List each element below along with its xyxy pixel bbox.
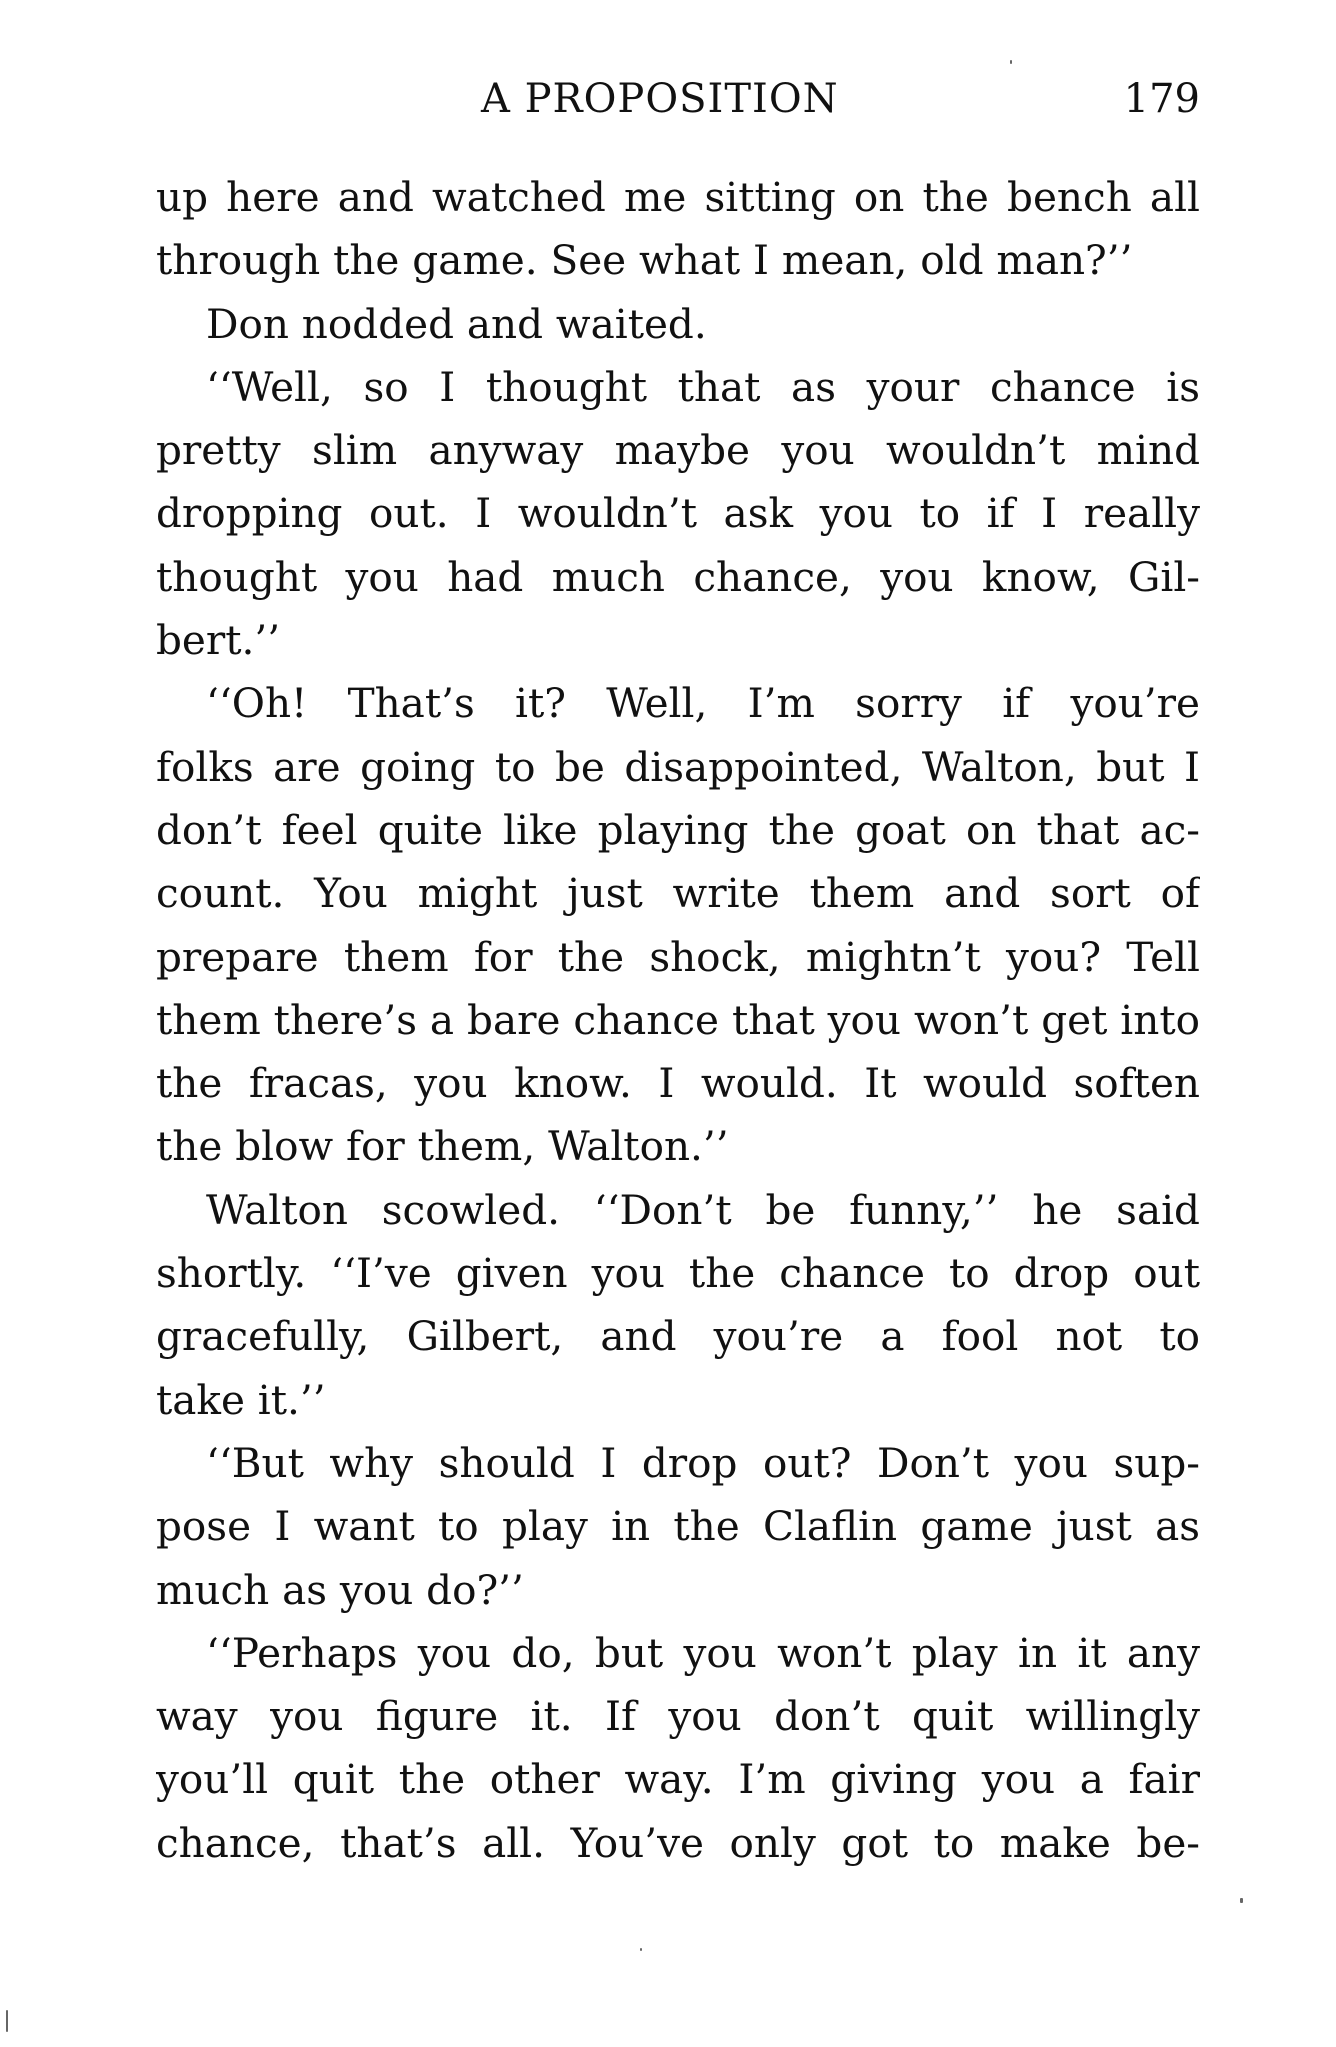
text-line: pose I want to play in the Claflin game just as: [156, 1502, 1200, 1551]
text-line: ‘‘Oh! That’s it? Well, I’m sorry if you’re: [206, 679, 1200, 728]
running-title: A PROPOSITION: [481, 76, 839, 122]
text-line: the blow for them, Walton.’’: [156, 1122, 729, 1171]
text-line: prepare them for the shock, mightn’t you? Tell: [156, 932, 1200, 981]
text-line: through the game. See what I mean, old man?’’: [156, 236, 1133, 285]
text-line: ‘‘But why should I drop out? Don’t you sup-: [206, 1438, 1200, 1487]
text-line: much as you do?’’: [156, 1565, 524, 1614]
text-line: bert.’’: [156, 616, 281, 665]
page-header: [156, 76, 1200, 136]
text-line: folks are going to be disappointed, Walton, but I: [156, 742, 1200, 791]
page-number: 179: [1123, 76, 1200, 122]
text-line: don’t feel quite like playing the goat on that ac-: [156, 805, 1200, 854]
text-line: way you figure it. If you don’t quit willingly: [156, 1692, 1200, 1741]
text-line: up here and watched me sitting on the bench all: [156, 173, 1200, 221]
text-line: Walton scowled. ‘‘Don’t be funny,’’ he said: [206, 1185, 1200, 1234]
text-line: dropping out. I wouldn’t ask you to if I really: [156, 489, 1200, 538]
text-line: shortly. ‘‘I’ve given you the chance to drop out: [156, 1249, 1200, 1298]
scan-speck: [1240, 1898, 1243, 1903]
scan-speck: [1010, 60, 1012, 64]
text-line: ‘‘Perhaps you do, but you won’t play in it any: [206, 1628, 1200, 1677]
text-line: thought you had much chance, you know, Gil-: [156, 552, 1200, 601]
text-line: take it.’’: [156, 1375, 326, 1424]
text-line: chance, that’s all. You’ve only got to make be-: [156, 1818, 1200, 1867]
scan-speck: [640, 1948, 642, 1951]
scan-speck: [6, 2010, 8, 2032]
text-line: Don nodded and waited.: [206, 299, 707, 348]
text-line: the fracas, you know. I would. It would soften: [156, 1059, 1200, 1108]
body-text: [156, 166, 1200, 1875]
text-line: them there’s a bare chance that you won’t get into: [156, 995, 1200, 1044]
text-line: ‘‘Well, so I thought that as your chance is: [206, 362, 1200, 411]
text-line: pretty slim anyway maybe you wouldn’t mind: [156, 426, 1200, 475]
text-line: count. You might just write them and sort of: [156, 869, 1200, 918]
text-line: gracefully, Gilbert, and you’re a fool not to: [156, 1312, 1200, 1361]
text-line: you’ll quit the other way. I’m giving you a fair: [156, 1755, 1200, 1804]
